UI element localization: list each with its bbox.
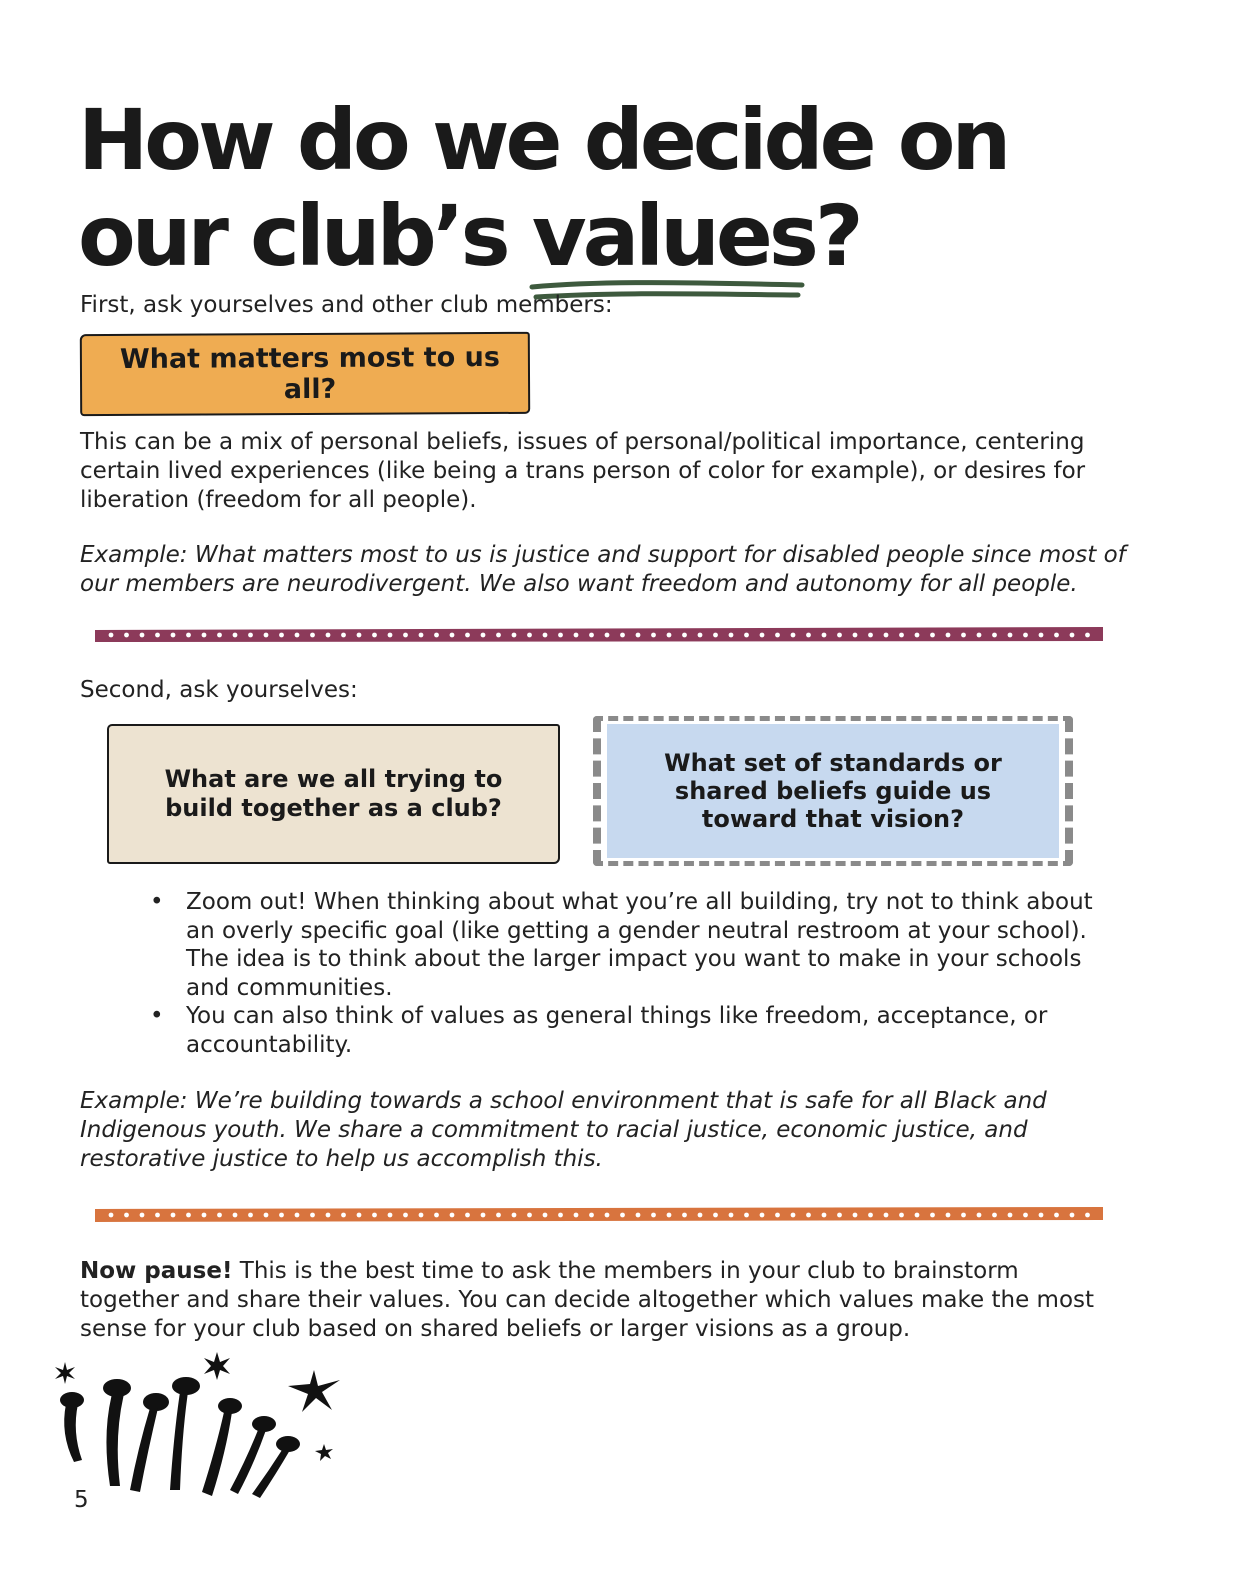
divider-dot [744, 1213, 749, 1218]
divider-dot [868, 1213, 873, 1218]
divider-dot [217, 633, 222, 638]
tips-list [146, 888, 1116, 1059]
divider-dot [1085, 1213, 1090, 1218]
divider-dot [341, 1213, 346, 1218]
pause-text: This is the best time to ask the members in your club to brainstorm together and share their values. You can decide altogether which values make the most sense for your club based on shared beliefs or larger visions as a group. [80, 1258, 1095, 1342]
divider-dot [760, 633, 765, 638]
divider-dot [744, 633, 749, 638]
divider-dot [403, 1213, 408, 1218]
divider-dot [450, 1213, 455, 1218]
divider-dot [636, 633, 641, 638]
divider-dot [140, 633, 145, 638]
divider-dot [1023, 633, 1028, 638]
divider-dot [946, 1213, 951, 1218]
divider-dot [853, 1213, 858, 1218]
divider-dot [558, 633, 563, 638]
title-line-2 [78, 188, 1007, 284]
divider-dot [233, 1213, 238, 1218]
divider-dot [915, 1213, 920, 1218]
divider-dot [465, 1213, 470, 1218]
divider-dot [1023, 1213, 1028, 1218]
divider-dot [682, 1213, 687, 1218]
divider-dot [465, 633, 470, 638]
divider-dot [388, 633, 393, 638]
title-line-1: How do we decide on [78, 91, 1008, 189]
divider-dot [930, 1213, 935, 1218]
divider-dot [543, 633, 548, 638]
divider-dot [233, 633, 238, 638]
second-prompt: Second, ask yourselves: [80, 677, 358, 703]
divider-dot [171, 633, 176, 638]
divider-dot [1008, 1213, 1013, 1218]
divider-dot [620, 633, 625, 638]
divider-dot [310, 633, 315, 638]
title-highlight [532, 188, 860, 284]
divider-dot [264, 633, 269, 638]
divider-dot [388, 1213, 393, 1218]
example-one: Example: What matters most to us is justice and support for disabled people since most of our members are neurodivergent. We also want freedom and autonomy for all people. [80, 542, 1126, 597]
divider-dot [713, 633, 718, 638]
question-box-build [107, 724, 560, 864]
divider-dot [310, 1213, 315, 1218]
divider-dot [186, 1213, 191, 1218]
divider-dot [1039, 633, 1044, 638]
divider-dot [667, 1213, 672, 1218]
pause-paragraph [80, 1257, 1120, 1344]
divider-dot [326, 1213, 331, 1218]
divider-dot [202, 1213, 207, 1218]
divider-dot [605, 633, 610, 638]
divider-dot [171, 1213, 176, 1218]
divider-dot [124, 1213, 129, 1218]
pause-bold: Now pause! [80, 1258, 233, 1284]
divider-dot [806, 1213, 811, 1218]
intro-prompt: First, ask yourselves and other club members: [80, 292, 613, 318]
divider-dot [915, 633, 920, 638]
divider-dot [651, 1213, 656, 1218]
list-item [146, 888, 1116, 1002]
bullet-icon: • [150, 889, 164, 915]
divider-dot [992, 1213, 997, 1218]
divider-dot [140, 1213, 145, 1218]
divider-dot [806, 633, 811, 638]
divider-dot [357, 633, 362, 638]
divider-dot [357, 1213, 362, 1218]
divider-dot [527, 633, 532, 638]
divider-dot [1070, 1213, 1075, 1218]
divider-dot [512, 1213, 517, 1218]
divider-dot [543, 1213, 548, 1218]
divider-dot [434, 1213, 439, 1218]
question-build-text: What are we all trying to build together as a club? [164, 765, 503, 822]
divider-dot [1054, 1213, 1059, 1218]
divider-dot [822, 633, 827, 638]
list-item-text: Zoom out! When thinking about what you’re all building, try not to think about an overly specific goal (like getting a gender neutral restroom at your school). The idea is to think about the larger impact you want to make in your schools and communities. [186, 889, 1093, 1001]
divider-dot [217, 1213, 222, 1218]
divider-dot [961, 1213, 966, 1218]
title-highlight-word: values? [531, 187, 860, 285]
divider-dot [279, 633, 284, 638]
divider-dot [682, 633, 687, 638]
divider-dot [1070, 633, 1075, 638]
page-number: 5 [74, 1487, 89, 1513]
divider-dot [186, 633, 191, 638]
divider-dot [620, 1213, 625, 1218]
divider-dot [109, 633, 114, 638]
divider-dot [341, 633, 346, 638]
divider-dot [930, 633, 935, 638]
question-standards-text: What set of standards or shared beliefs guide us toward that vision? [664, 749, 1002, 833]
divider-dot [372, 1213, 377, 1218]
divider-dot [403, 633, 408, 638]
divider-dot [729, 1213, 734, 1218]
divider-dot [791, 1213, 796, 1218]
divider-dot [977, 1213, 982, 1218]
divider-dot [558, 1213, 563, 1218]
divider-dot [884, 633, 889, 638]
maroon-dotted-divider-icon [95, 624, 1105, 644]
divider-dot [155, 1213, 160, 1218]
divider-dot [1085, 633, 1090, 638]
divider-dot [837, 1213, 842, 1218]
divider-dot [884, 1213, 889, 1218]
divider-dot [853, 633, 858, 638]
divider-dot [481, 1213, 486, 1218]
divider-dot [295, 633, 300, 638]
divider-dot [434, 633, 439, 638]
divider-dot [326, 633, 331, 638]
divider-dot [512, 633, 517, 638]
divider-dot [419, 1213, 424, 1218]
mushrooms-stars-doodle-icon [52, 1352, 352, 1512]
divider-dot [1039, 1213, 1044, 1218]
example-two: Example: We’re building towards a school environment that is safe for all Black and Indigenous youth. We share a commitment to racial justice, economic justice, and restorative justice to help us accomplish this. [80, 1088, 1047, 1172]
divider-dot [295, 1213, 300, 1218]
divider-dot [977, 633, 982, 638]
divider-dot [961, 633, 966, 638]
divider-dot [496, 1213, 501, 1218]
question-main-text: What matters most to us all? [119, 341, 500, 406]
divider-dot [527, 1213, 532, 1218]
divider-dot [264, 1213, 269, 1218]
divider-dot [868, 633, 873, 638]
page-title [78, 92, 1007, 284]
divider-dot [109, 1213, 114, 1218]
divider-dot [124, 633, 129, 638]
paragraph-mix: This can be a mix of personal beliefs, issues of personal/political importance, centering certain lived experiences (like being a trans person of color for example), or desires for liberation (freedom for all people). [80, 429, 1086, 513]
divider-dot [605, 1213, 610, 1218]
divider-dot [636, 1213, 641, 1218]
divider-dot [248, 633, 253, 638]
question-box-main [80, 332, 530, 416]
list-item [146, 1002, 1116, 1059]
divider-dot [589, 633, 594, 638]
list-item-text: You can also think of values as general things like freedom, acceptance, or accountability. [186, 1003, 1048, 1058]
divider-dot [496, 633, 501, 638]
divider-dot [946, 633, 951, 638]
bullet-icon: • [150, 1003, 164, 1029]
question-box-standards [607, 724, 1059, 858]
divider-dot [822, 1213, 827, 1218]
divider-dot [791, 633, 796, 638]
divider-dot [1008, 633, 1013, 638]
orange-dotted-divider-icon [95, 1204, 1105, 1224]
divider-dot [574, 633, 579, 638]
divider-dot [372, 633, 377, 638]
divider-dot [279, 1213, 284, 1218]
divider-dot [760, 1213, 765, 1218]
divider-dot [992, 633, 997, 638]
divider-dot [248, 1213, 253, 1218]
divider-dot [899, 633, 904, 638]
divider-dot [713, 1213, 718, 1218]
divider-dot [481, 633, 486, 638]
divider-dot [155, 633, 160, 638]
divider-dot [775, 1213, 780, 1218]
divider-dot [450, 633, 455, 638]
divider-dot [899, 1213, 904, 1218]
divider-dot [419, 633, 424, 638]
divider-dot [589, 1213, 594, 1218]
title-line-2-prefix: our club’s [78, 187, 532, 285]
divider-dot [574, 1213, 579, 1218]
divider-dot [837, 633, 842, 638]
divider-dot [775, 633, 780, 638]
divider-dot [202, 633, 207, 638]
divider-dot [651, 633, 656, 638]
divider-dot [667, 633, 672, 638]
divider-dot [698, 633, 703, 638]
divider-dot [729, 633, 734, 638]
divider-dot [1054, 633, 1059, 638]
divider-dot [698, 1213, 703, 1218]
